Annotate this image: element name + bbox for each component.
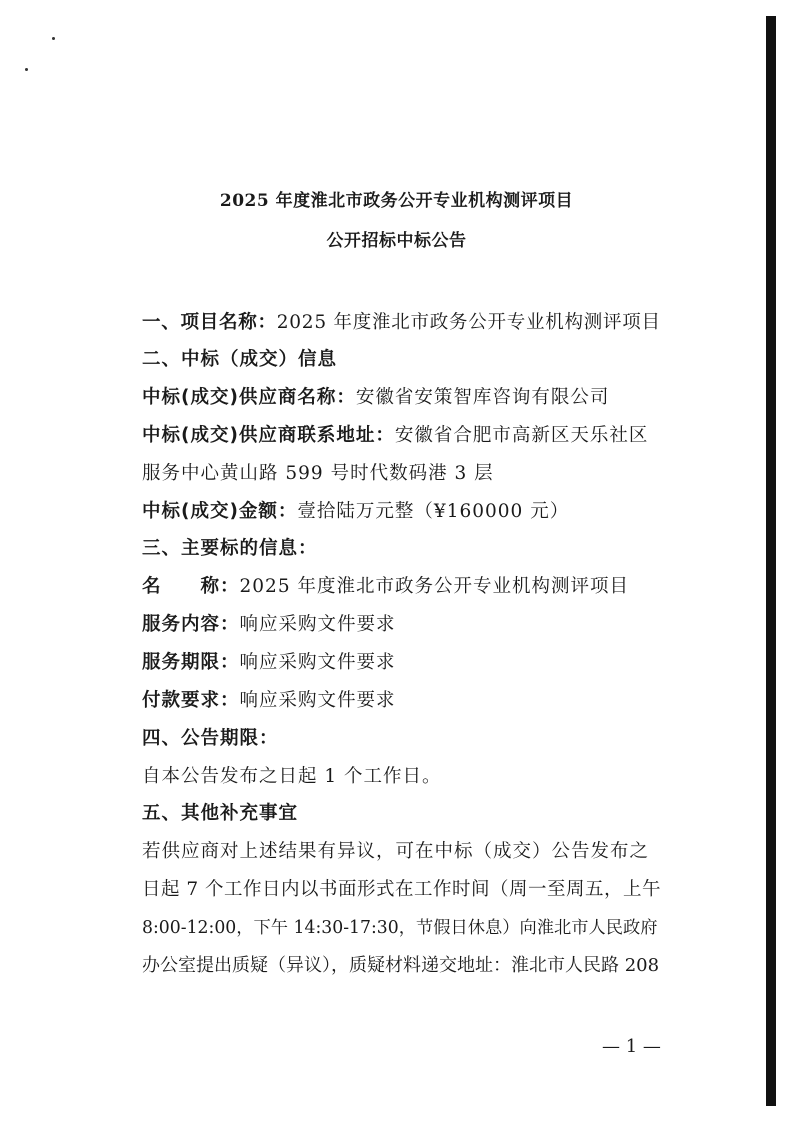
- supplier-address-label: 中标(成交)供应商联系地址：: [142, 425, 395, 446]
- service-content-value: 响应采购文件要求: [239, 614, 396, 635]
- supplementary-para-line: 办公室提出质疑（异议），质疑材料递交地址：淮北市人民路 208: [142, 955, 660, 976]
- scan-speck: [52, 37, 55, 40]
- page-number: — 1 —: [602, 1036, 661, 1057]
- supplier-name-row: [142, 383, 609, 409]
- main-subject-heading: 三、主要标的信息：: [142, 538, 318, 559]
- supplementary-heading: 五、其他补充事宜: [142, 803, 299, 824]
- award-amount-label: 中标(成交)金额：: [142, 501, 298, 522]
- notice-period-text: 自本公告发布之日起 1 个工作日。: [142, 766, 442, 787]
- supplier-address-line2: 服务中心黄山路 599 号时代数码港 3 层: [142, 463, 494, 484]
- document-title-line1: 2025 年度淮北市政务公开专业机构测评项目: [219, 191, 574, 211]
- service-period-label: 服务期限：: [142, 652, 240, 673]
- supplier-name-value: 安徽省安策智库咨询有限公司: [355, 387, 610, 408]
- service-content-label: 服务内容：: [142, 614, 240, 635]
- award-info-heading: 二、中标（成交）信息: [142, 349, 338, 370]
- supplementary-para-line: 8:00-12:00，下午 14:30-17:30，节假日休息）向淮北市人民政府: [142, 918, 658, 938]
- scan-speck: [25, 68, 28, 71]
- service-content-row: [142, 610, 396, 636]
- award-amount-value: 壹拾陆万元整（¥160000 元）: [297, 501, 570, 522]
- supplier-address-value-line1: 安徽省合肥市高新区天乐社区: [394, 425, 649, 446]
- subject-name-row: [142, 572, 629, 598]
- supplementary-para-line: 日起 7 个工作日内以书面形式在工作时间（周一至周五，上午: [142, 879, 662, 900]
- payment-terms-label: 付款要求：: [142, 690, 240, 711]
- payment-terms-value: 响应采购文件要求: [239, 690, 396, 711]
- supplier-address-row: [142, 421, 648, 447]
- service-period-value: 响应采购文件要求: [239, 652, 396, 673]
- supplier-name-label: 中标(成交)供应商名称：: [142, 387, 356, 408]
- subject-name-value: 2025 年度淮北市政务公开专业机构测评项目: [239, 576, 629, 597]
- subject-name-label: 名 称：: [142, 576, 240, 597]
- project-name-value: 2025 年度淮北市政务公开专业机构测评项目: [276, 312, 661, 333]
- document-title-line2: 公开招标中标公告: [326, 231, 467, 251]
- service-period-row: [142, 648, 396, 674]
- project-name-label: 一、项目名称：: [142, 312, 277, 333]
- notice-period-heading: 四、公告期限：: [142, 728, 279, 749]
- payment-terms-row: [142, 686, 396, 712]
- award-amount-row: [142, 497, 569, 523]
- scan-edge-bar: [766, 16, 776, 1106]
- project-name-row: [142, 308, 661, 334]
- supplementary-para-line: 若供应商对上述结果有异议，可在中标（成交）公告发布之: [142, 841, 650, 862]
